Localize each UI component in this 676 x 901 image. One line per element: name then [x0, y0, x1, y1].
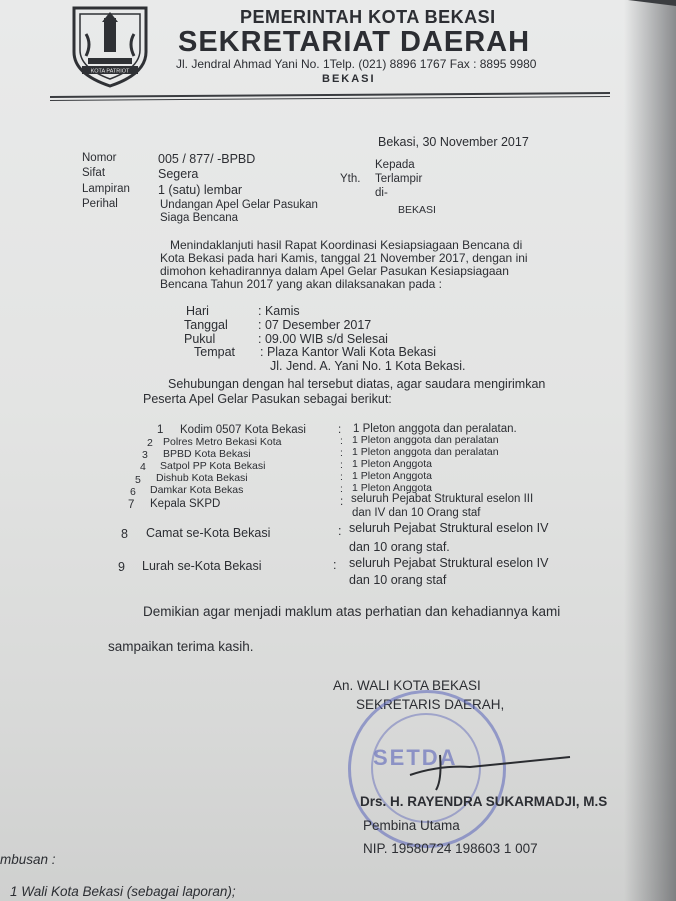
paragraph1-line3: dimohon kehadirannya dalam Apel Gelar Pasukan Kesiapsiagaan: [160, 264, 509, 278]
participant-allocation: 1 Pleton anggota dan peralatan: [352, 434, 499, 446]
participant-colon: :: [340, 496, 344, 508]
participant-colon: :: [340, 447, 343, 459]
participant-name: Satpol PP Kota Bekasi: [160, 460, 266, 472]
perihal-value-line1: Undangan Apel Gelar Pasukan: [160, 199, 318, 211]
participant-allocation: 1 Pleton anggota dan peralatan.: [353, 423, 517, 435]
participant-colon: :: [340, 435, 343, 447]
participant-colon: :: [340, 471, 343, 483]
participant-name: BPBD Kota Bekasi: [163, 448, 251, 460]
sifat-value: Segera: [158, 167, 199, 181]
closing-line1: Demikian agar menjadi maklum atas perhatian dan kehadiannya kami: [143, 604, 561, 619]
participant-allocation: 1 Pleton Anggota: [352, 482, 432, 494]
tanggal-label: Tanggal: [184, 318, 228, 332]
lampiran-value: 1 (satu) lembar: [158, 183, 243, 197]
recipient-yth: Yth.: [340, 173, 361, 185]
recipient-place: BEKASI: [398, 204, 436, 216]
participant-colon: :: [333, 558, 337, 572]
participant-colon: :: [340, 483, 343, 495]
hari-value: : Kamis: [258, 304, 300, 318]
logo-text: KOTA PATRIOT: [90, 68, 130, 75]
paragraph2-line2: Peserta Apel Gelar Pasukan sebagai berikut:: [143, 392, 392, 406]
signatory-rank: Pembina Utama: [363, 818, 460, 833]
tempat-label: Tempat: [194, 345, 235, 359]
nomor-value: 005 / 877/ -BPBD: [158, 152, 256, 166]
letterhead-office: SEKRETARIAT DAERAH: [178, 26, 531, 58]
participant-name: Dishub Kota Bekasi: [156, 472, 248, 484]
participant-name: Lurah se-Kota Bekasi: [142, 559, 262, 573]
participant-allocation: 1 Pleton Anggota: [352, 458, 432, 470]
lampiran-label: Lampiran: [82, 183, 130, 195]
pukul-value: : 09.00 WIB s/d Selesai: [258, 332, 388, 346]
participant-no: 6: [130, 486, 136, 498]
participant-no: 2: [147, 437, 153, 449]
participant-allocation-cont: dan 10 orang staf: [349, 573, 447, 587]
participant-allocation-cont: dan 10 orang staf.: [349, 540, 450, 554]
participant-allocation: 1 Pleton anggota dan peralatan: [352, 446, 499, 458]
tempat-value-line2: Jl. Jend. A. Yani No. 1 Kota Bekasi.: [270, 359, 466, 373]
page-shadow: [624, 0, 676, 901]
participant-name: Kodim 0507 Kota Bekasi: [180, 424, 306, 436]
recipient-name: Terlampir: [375, 173, 423, 185]
participant-colon: :: [338, 524, 342, 538]
recipient-di: di-: [375, 187, 388, 199]
paragraph1-line1: Menindaklanjuti hasil Rapat Koordinasi Kesiapsiagaan Bencana di: [170, 238, 523, 252]
letterhead-city: BEKASI: [322, 73, 376, 85]
sifat-label: Sifat: [82, 167, 106, 179]
city-emblem-logo: [66, 4, 154, 88]
participant-allocation: seluruh Pejabat Struktural eselon IV: [349, 521, 549, 535]
stamp-text: SETDA: [373, 745, 458, 770]
participant-name: Polres Metro Bekasi Kota: [163, 436, 282, 448]
participant-allocation-cont: dan IV dan 10 Orang staf: [352, 507, 481, 519]
participant-no: 1: [157, 424, 164, 436]
pukul-label: Pukul: [184, 332, 216, 346]
perihal-value-line2: Siaga Bencana: [160, 212, 239, 224]
participant-no: 7: [128, 499, 135, 511]
participant-allocation: 1 Pleton Anggota: [352, 470, 432, 482]
signature-on-behalf: An. WALI KOTA BEKASI: [333, 678, 481, 693]
participant-no: 9: [118, 560, 125, 574]
participant-no: 8: [121, 527, 128, 541]
participant-colon: :: [338, 424, 342, 436]
recipient-kepada: Kepada: [375, 159, 415, 171]
handwritten-signature: [400, 735, 580, 795]
paragraph1-line2: Kota Bekasi pada hari Kamis, tanggal 21 November 2017, dengan ini: [160, 251, 528, 265]
signature-position: SEKRETARIS DAERAH,: [356, 697, 505, 712]
participant-colon: :: [340, 459, 343, 471]
participant-no: 4: [140, 461, 146, 473]
paragraph2-line1: Sehubungan dengan hal tersebut diatas, agar saudara mengirimkan: [168, 377, 546, 391]
tempat-value-line1: : Plaza Kantor Wali Kota Bekasi: [260, 345, 437, 359]
signatory-nip: NIP. 19580724 198603 1 007: [363, 841, 538, 856]
paragraph1-line4: Bencana Tahun 2017 yang akan dilaksanakan pada :: [160, 277, 443, 291]
letterhead-government: PEMERINTAH KOTA BEKASI: [240, 7, 496, 27]
tembusan-label: mbusan :: [0, 852, 56, 867]
participant-name: Camat se-Kota Bekasi: [146, 526, 271, 540]
letter-date: Bekasi, 30 November 2017: [378, 135, 529, 149]
hari-label: Hari: [186, 304, 209, 318]
participant-name: Damkar Kota Bekas: [150, 484, 244, 496]
signatory-name: Drs. H. RAYENDRA SUKARMADJI, M.S: [360, 794, 608, 809]
participant-no: 3: [142, 449, 148, 461]
participant-name: Kepala SKPD: [150, 498, 221, 510]
tembusan-item-1: 1 Wali Kota Bekasi (sebagai laporan);: [10, 884, 236, 899]
nomor-label: Nomor: [82, 152, 117, 164]
closing-line2: sampaikan terima kasih.: [108, 639, 254, 654]
participant-allocation: seluruh Pejabat Struktural eselon IV: [349, 556, 549, 570]
participant-no: 5: [135, 474, 141, 486]
letterhead-address: Jl. Jendral Ahmad Yani No. 1Telp. (021) 8896 1767 Fax : 8895 9980: [176, 57, 537, 71]
perihal-label: Perihal: [82, 198, 118, 210]
tanggal-value: : 07 Desember 2017: [258, 318, 372, 332]
participant-allocation: seluruh Pejabat Struktural eselon III: [351, 493, 534, 505]
